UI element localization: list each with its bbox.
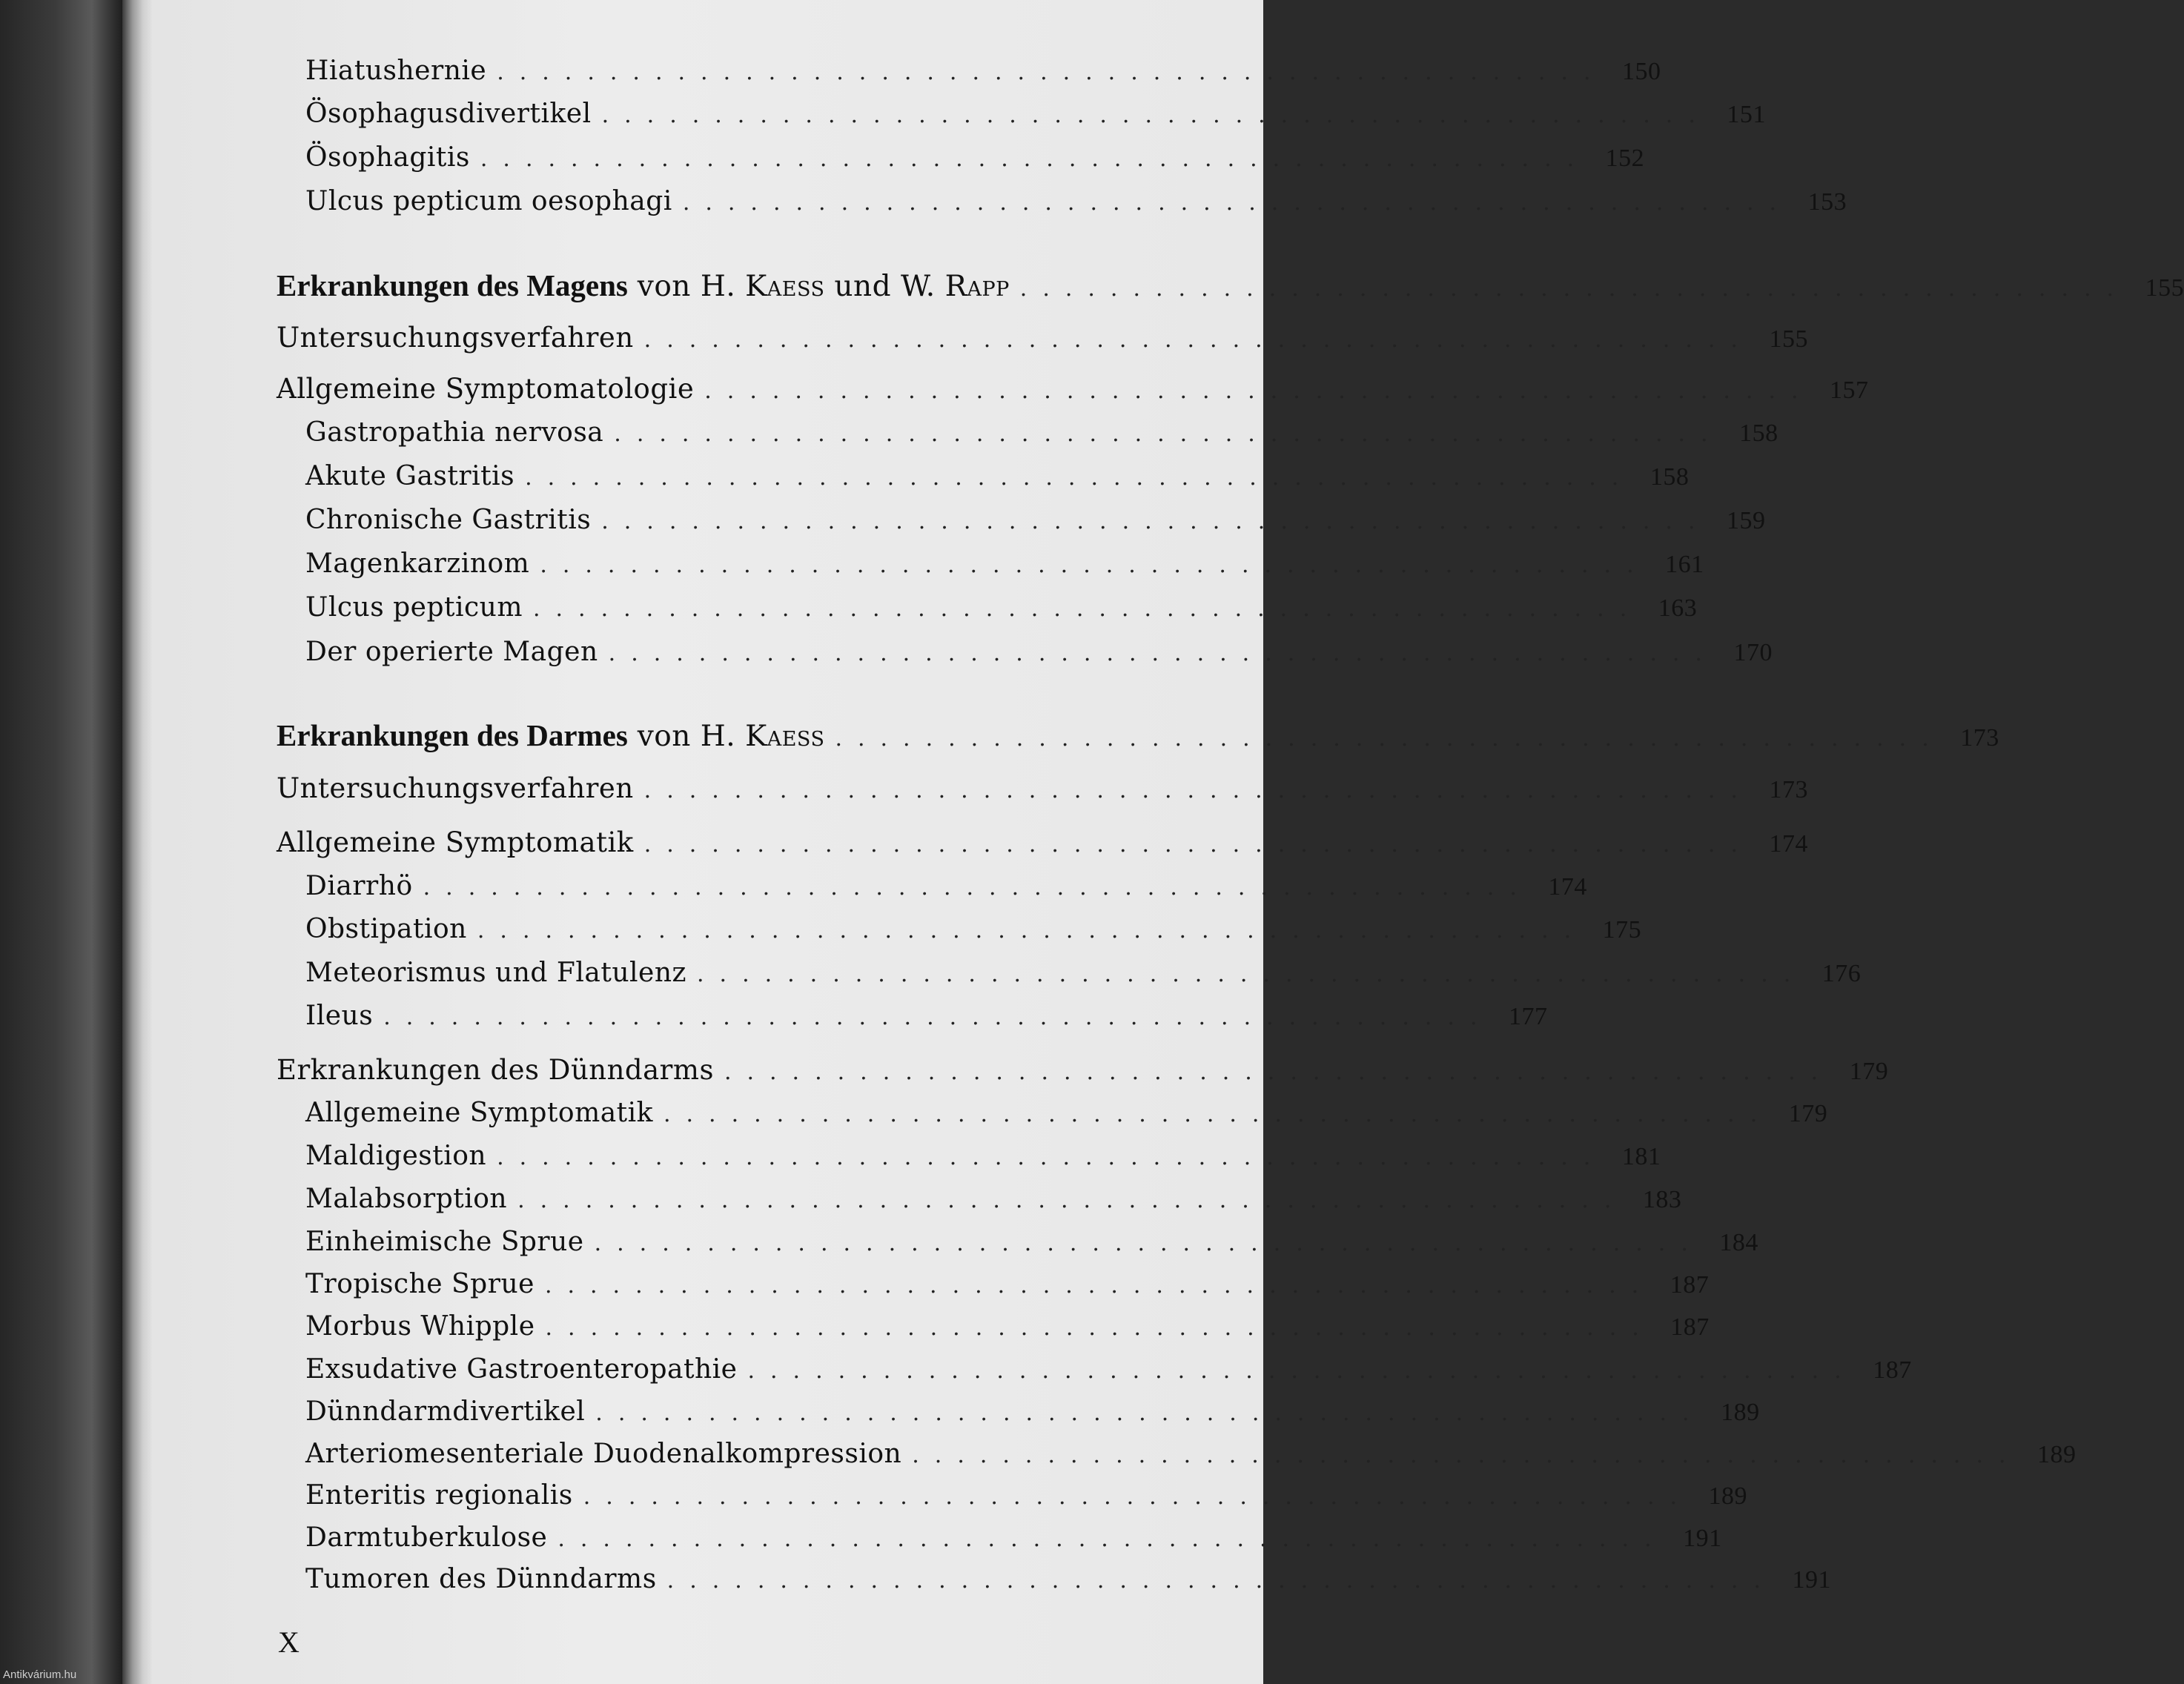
leader-dots: .................................................: [540, 552, 1649, 578]
toc-entry-title: Darmtuberkulose: [305, 1522, 548, 1553]
leader-dots: .................................................: [525, 465, 1635, 491]
chapter-author: H. Kaess: [700, 720, 825, 753]
toc-entry-title: Einheimische Sprue: [305, 1227, 584, 1257]
toc-entry-title: Der operierte Magen: [305, 637, 598, 667]
toc-page-number: 179: [1788, 1100, 1828, 1127]
toc-entry-title: Maldigestion: [305, 1141, 487, 1171]
toc-entry-title: Chronische Gastritis: [305, 505, 592, 535]
leader-dots: .................................................: [663, 1101, 1773, 1127]
book-binding: [0, 0, 122, 1684]
toc-entry-akute-gastritis: [305, 456, 1690, 497]
toc-entry-title: Allgemeine Symptomatik: [277, 826, 634, 858]
toc-entry-title: Allgemeine Symptomatik: [305, 1098, 653, 1128]
leader-dots: .................................................: [557, 1526, 1667, 1552]
toc-entry-ileus: [305, 995, 1548, 1037]
toc-entry-darmtuberkulose: [305, 1517, 1722, 1559]
toc-entry-title: Malabsorption: [305, 1184, 508, 1214]
toc-page-number: 153: [1807, 188, 1847, 216]
toc-entry-title: Hiatushernie: [305, 56, 487, 86]
leader-dots: .................................................: [682, 190, 1793, 216]
chapter-von: von: [637, 270, 691, 303]
toc-page-number: 174: [1769, 830, 1808, 858]
toc-page-number: 187: [1670, 1271, 1710, 1299]
toc-entry-duenndarmdivertikel: [305, 1391, 1760, 1433]
toc-page-number: 175: [1602, 916, 1642, 944]
toc-chapter-magen: [277, 265, 2184, 306]
toc-entry-oesophagitis: [305, 137, 1645, 179]
leader-dots: .................................................: [532, 596, 1643, 622]
toc-entry-title: Exsudative Gastroenteropathie: [305, 1354, 738, 1385]
toc-entry-title: Tumoren des Dünndarms: [305, 1564, 657, 1594]
toc-page-number: 191: [1683, 1525, 1722, 1552]
leader-dots: .................................................: [477, 918, 1587, 944]
toc-entry-gastropathia-nervosa: [305, 412, 1778, 454]
toc-entry-ulcus-pepticum: [305, 587, 1698, 629]
toc-entry-der-operierte-magen: [305, 632, 1773, 673]
toc-entry-allgemeine-symptomatologie: [277, 368, 1869, 410]
toc-entry-title: Enteritis regionalis: [305, 1480, 573, 1511]
page-number-roman: X: [278, 1625, 300, 1659]
toc-entry-allgemeine-symptomatik: [277, 822, 1808, 863]
toc-entry-title: Obstipation: [305, 914, 467, 944]
toc-entry-exsudative-gastroenteropathie: [305, 1349, 1912, 1390]
toc-page-number: 159: [1727, 507, 1766, 534]
toc-entry-meteorismus-und-flatulenz: [305, 952, 1862, 994]
toc-entry-title: Dünndarmdivertikel: [305, 1396, 586, 1427]
leader-dots: .................................................: [545, 1315, 1655, 1341]
toc-page-number: 161: [1665, 551, 1704, 578]
toc-page-number: 189: [2037, 1441, 2077, 1468]
leader-dots: .................................................: [544, 1273, 1655, 1299]
toc-entry-magenkarzinom: [305, 543, 1704, 585]
chapter-title: Erkrankungen des Magens: [277, 268, 628, 302]
leader-dots: .................................................: [643, 832, 1753, 858]
toc-entry-allgemeine-symptomatik-duenndarm: [305, 1093, 1828, 1134]
leader-dots: .................................................: [614, 421, 1724, 447]
toc-page-number: 181: [1621, 1143, 1661, 1170]
toc-entry-enteritis-regionalis: [305, 1475, 1748, 1516]
toc-entry-diarrhoe: [305, 866, 1587, 907]
toc-page-number: 150: [1621, 58, 1661, 85]
toc-entry-oesophagusdivertikel: [305, 93, 1766, 135]
toc-entry-title: Ileus: [305, 1001, 374, 1031]
toc-page-number: 189: [1721, 1399, 1760, 1426]
toc-entry-einheimische-sprue: [305, 1221, 1758, 1263]
toc-entry-title: Untersuchungsverfahren: [277, 322, 634, 354]
toc-page-number: 184: [1719, 1229, 1758, 1256]
toc-page-number: 187: [1670, 1313, 1710, 1341]
leader-dots: .................................................: [724, 1059, 1834, 1085]
leader-dots: .................................................: [601, 102, 1711, 128]
toc-page-number: 183: [1642, 1186, 1682, 1213]
leader-dots: .................................................: [601, 508, 1711, 534]
toc-entry-title: Tropische Sprue: [305, 1269, 535, 1299]
leader-dots: .................................................: [704, 378, 1814, 404]
chapter-author: H. Kaess: [700, 270, 825, 303]
toc-entry-title: Gastropathia nervosa: [305, 417, 604, 448]
toc-entry-obstipation: [305, 909, 1642, 950]
chapter-author: W. Rapp: [901, 270, 1010, 303]
toc-entry-title: Meteorismus und Flatulenz: [305, 958, 686, 988]
toc-entry-title: Erkrankungen des Dünndarms: [277, 1054, 714, 1086]
toc-entry-title: Allgemeine Symptomatologie: [277, 373, 695, 405]
toc-entry-untersuchungsverfahren-darm: [277, 768, 1808, 809]
toc-entry-untersuchungsverfahren: [277, 317, 1808, 359]
toc-page-number: 187: [1873, 1356, 1912, 1384]
leader-dots: .................................................: [608, 640, 1718, 666]
leader-dots: .................................................: [497, 1144, 1606, 1170]
toc-entry-title: Ulcus pepticum: [305, 592, 523, 623]
watermark: Antikvárium.hu: [3, 1668, 77, 1681]
toc-page-number: 152: [1605, 145, 1645, 172]
toc-entry-morbus-whipple: [305, 1306, 1710, 1347]
leader-dots: .................................................: [747, 1358, 1857, 1384]
leader-dots: .................................................: [423, 875, 1532, 901]
toc-entry-maldigestion: [305, 1136, 1661, 1177]
toc-entry-hiatushernie: [305, 50, 1661, 92]
toc-page-number: 151: [1727, 101, 1766, 128]
leader-dots: .................................................: [383, 1004, 1493, 1030]
toc-entry-malabsorption: [305, 1179, 1682, 1220]
toc-page-number: 155: [1769, 325, 1808, 353]
leader-dots: .................................................: [643, 778, 1753, 803]
toc-page-number: 170: [1733, 639, 1773, 666]
toc-page-number: 158: [1649, 463, 1690, 491]
page-gutter: [122, 0, 152, 1684]
leader-dots: .................................................: [583, 1484, 1693, 1510]
toc-entry-chronische-gastritis: [305, 500, 1766, 541]
toc-entry-title: Ulcus pepticum oesophagi: [305, 186, 672, 216]
toc-page-number: 189: [1708, 1482, 1748, 1510]
toc-entry-title: Akute Gastritis: [305, 461, 515, 491]
chapter-title: Erkrankungen des Darmes: [277, 718, 628, 752]
toc-page-number: 158: [1739, 420, 1778, 447]
leader-dots: .................................................: [497, 59, 1606, 85]
toc-entry-title: Magenkarzinom: [305, 548, 530, 579]
toc-entry-ulcus-pepticum-oesophagi: [305, 181, 1847, 222]
leader-dots: .................................................: [594, 1230, 1704, 1256]
toc-page-number: 191: [1792, 1566, 1831, 1594]
leader-dots: .................................................: [697, 961, 1807, 987]
toc-page-number: 179: [1849, 1058, 1889, 1085]
toc-entry-title: Arteriomesenteriale Duodenalkompression: [305, 1439, 902, 1469]
leader-dots: .................................................: [480, 146, 1590, 172]
toc-page-number: 176: [1821, 960, 1862, 987]
leader-dots: .................................................: [643, 327, 1753, 353]
chapter-von: von: [637, 720, 691, 753]
toc-page-number: 155: [2145, 274, 2184, 302]
leader-dots: .................................................: [666, 1568, 1776, 1594]
toc-entry-erkrankungen-des-duenndarms: [277, 1050, 1889, 1091]
toc-page-number: 163: [1658, 594, 1698, 622]
chapter-und: und: [834, 270, 892, 303]
toc-entry-title: Untersuchungsverfahren: [277, 772, 634, 804]
toc-page-number: 157: [1830, 377, 1869, 404]
toc-entry-arteriomesenteriale-duodenalkompression: [305, 1433, 2077, 1475]
leader-dots: .................................................: [517, 1187, 1627, 1213]
toc-entry-title: Ösophagusdivertikel: [305, 99, 592, 129]
toc-entry-tropische-sprue: [305, 1264, 1710, 1305]
leader-dots: .................................................: [1019, 276, 2130, 302]
toc-page-number: 174: [1548, 873, 1587, 901]
toc-page-number: 173: [1769, 776, 1808, 803]
toc-page-number: 177: [1508, 1003, 1548, 1030]
toc-chapter-darm: [277, 715, 1999, 756]
leader-dots: .................................................: [835, 726, 1945, 752]
toc-entry-title: Diarrhö: [305, 871, 413, 901]
toc-page-number: 173: [1960, 724, 1999, 752]
toc-entry-tumoren-des-duenndarms: [305, 1559, 1831, 1600]
toc-entry-title: Ösophagitis: [305, 142, 470, 173]
leader-dots: .................................................: [912, 1442, 2022, 1468]
toc-entry-title: Morbus Whipple: [305, 1311, 535, 1342]
leader-dots: .................................................: [595, 1400, 1705, 1426]
